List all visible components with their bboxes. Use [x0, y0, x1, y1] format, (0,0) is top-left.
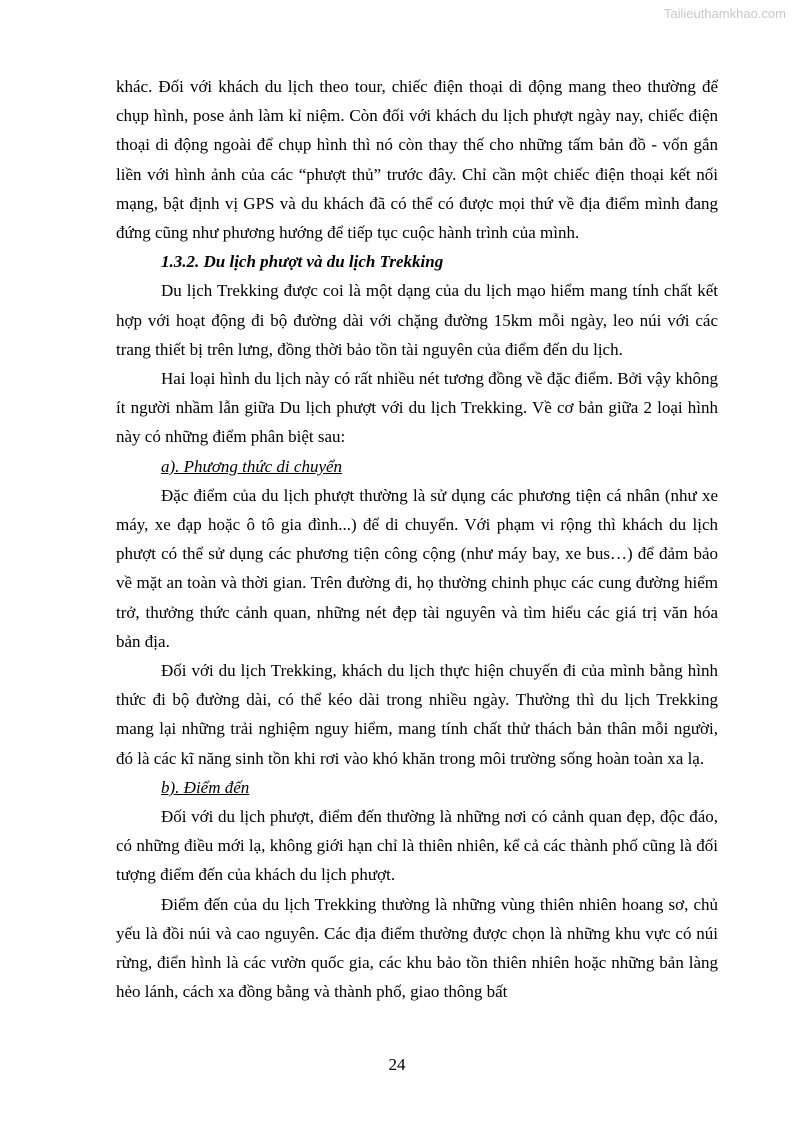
paragraph: Du lịch Trekking được coi là một dạng của du lịch mạo hiểm mang tính chất kết hợp với hoạt động đi bộ đường dài với chặng đường 15km mỗi ngày, leo núi với các trang thiết bị trên lưng, đồng thời bảo tồn tài nguyên của điểm đến du lịch. — [116, 281, 718, 359]
paragraph: Điểm đến của du lịch Trekking thường là những vùng thiên nhiên hoang sơ, chủ yếu là đồi núi và cao nguyên. Các địa điểm thường được chọn là những khu vực có núi rừng, điển hình là các vườn quốc gia, các khu bảo tồn thiên nhiên hoặc những bản làng hẻo lánh, cách xa đồng bằng và thành phố, giao thông bất — [116, 894, 718, 1002]
paragraph: Đối với du lịch phượt, điểm đến thường là những nơi có cảnh quan đẹp, độc đáo, có những điều mới lạ, không giới hạn chỉ là thiên nhiên, kể cả các thành phố cũng là đối tượng điểm đến của khách du lịch phượt. — [116, 807, 718, 885]
subheading-text: a). Phương thức di chuyển — [161, 456, 343, 476]
subheading-a — [116, 452, 718, 481]
paragraph: Đặc điểm của du lịch phượt thường là sử dụng các phương tiện cá nhân (như xe máy, xe đạp hoặc ô tô gia đình...) để di chuyển. Với phạm vi rộng thì khách du lịch phượt có thể sử dụng các phương tiện công cộng (như máy bay, xe bus…) để đảm bảo về mặt an toàn và thời gian. Trên đường đi, họ thường chinh phục các cung đường hiểm trở, thưởng thức cảnh quan, những nét đẹp tài nguyên và tìm hiểu các giá trị văn hóa bản địa. — [116, 485, 718, 651]
subheading-b — [116, 773, 718, 802]
document-body — [116, 72, 718, 1007]
paragraph: khác. Đối với khách du lịch theo tour, chiếc điện thoại di động mang theo thường để chụp hình, pose ảnh làm kỉ niệm. Còn đối với khách du lịch phượt ngày nay, chiếc điện thoại di động ngoài để chụp hình thì nó còn thay thế cho những tấm bản đồ - vốn gắn liền với hình ảnh của các “phượt thủ” trước đây. Chỉ cần một chiếc điện thoại kết nối mạng, bật định vị GPS và du khách đã có thể có được mọi thứ về địa điểm mình đang đứng cũng như phương hướng để tiếp tục cuộc hành trình của mình. — [116, 77, 718, 243]
watermark: Tailieuthamkhao.com — [663, 6, 786, 21]
page-number: 24 — [388, 1055, 406, 1074]
section-heading: 1.3.2. Du lịch phượt và du lịch Trekking — [161, 252, 444, 272]
paragraph: Đối với du lịch Trekking, khách du lịch thực hiện chuyến đi của mình bằng hình thức đi bộ đường dài, có thể kéo dài trong nhiều ngày. Thường thì du lịch Trekking mang lại những trải nghiệm nguy hiểm, mang tính chất thử thách bản thân mỗi người, đó là các kĩ năng sinh tồn khi rơi vào khó khăn trong môi trường sống hoàn toàn xa lạ. — [116, 661, 718, 768]
paragraph: Hai loại hình du lịch này có rất nhiều nét tương đồng về đặc điểm. Bởi vậy không ít người nhầm lẫn giữa Du lịch phượt với du lịch Trekking. Về cơ bản giữa 2 loại hình này có những điểm phân biệt sau: — [116, 369, 718, 447]
subheading-text: b). Điểm đến — [161, 777, 250, 797]
